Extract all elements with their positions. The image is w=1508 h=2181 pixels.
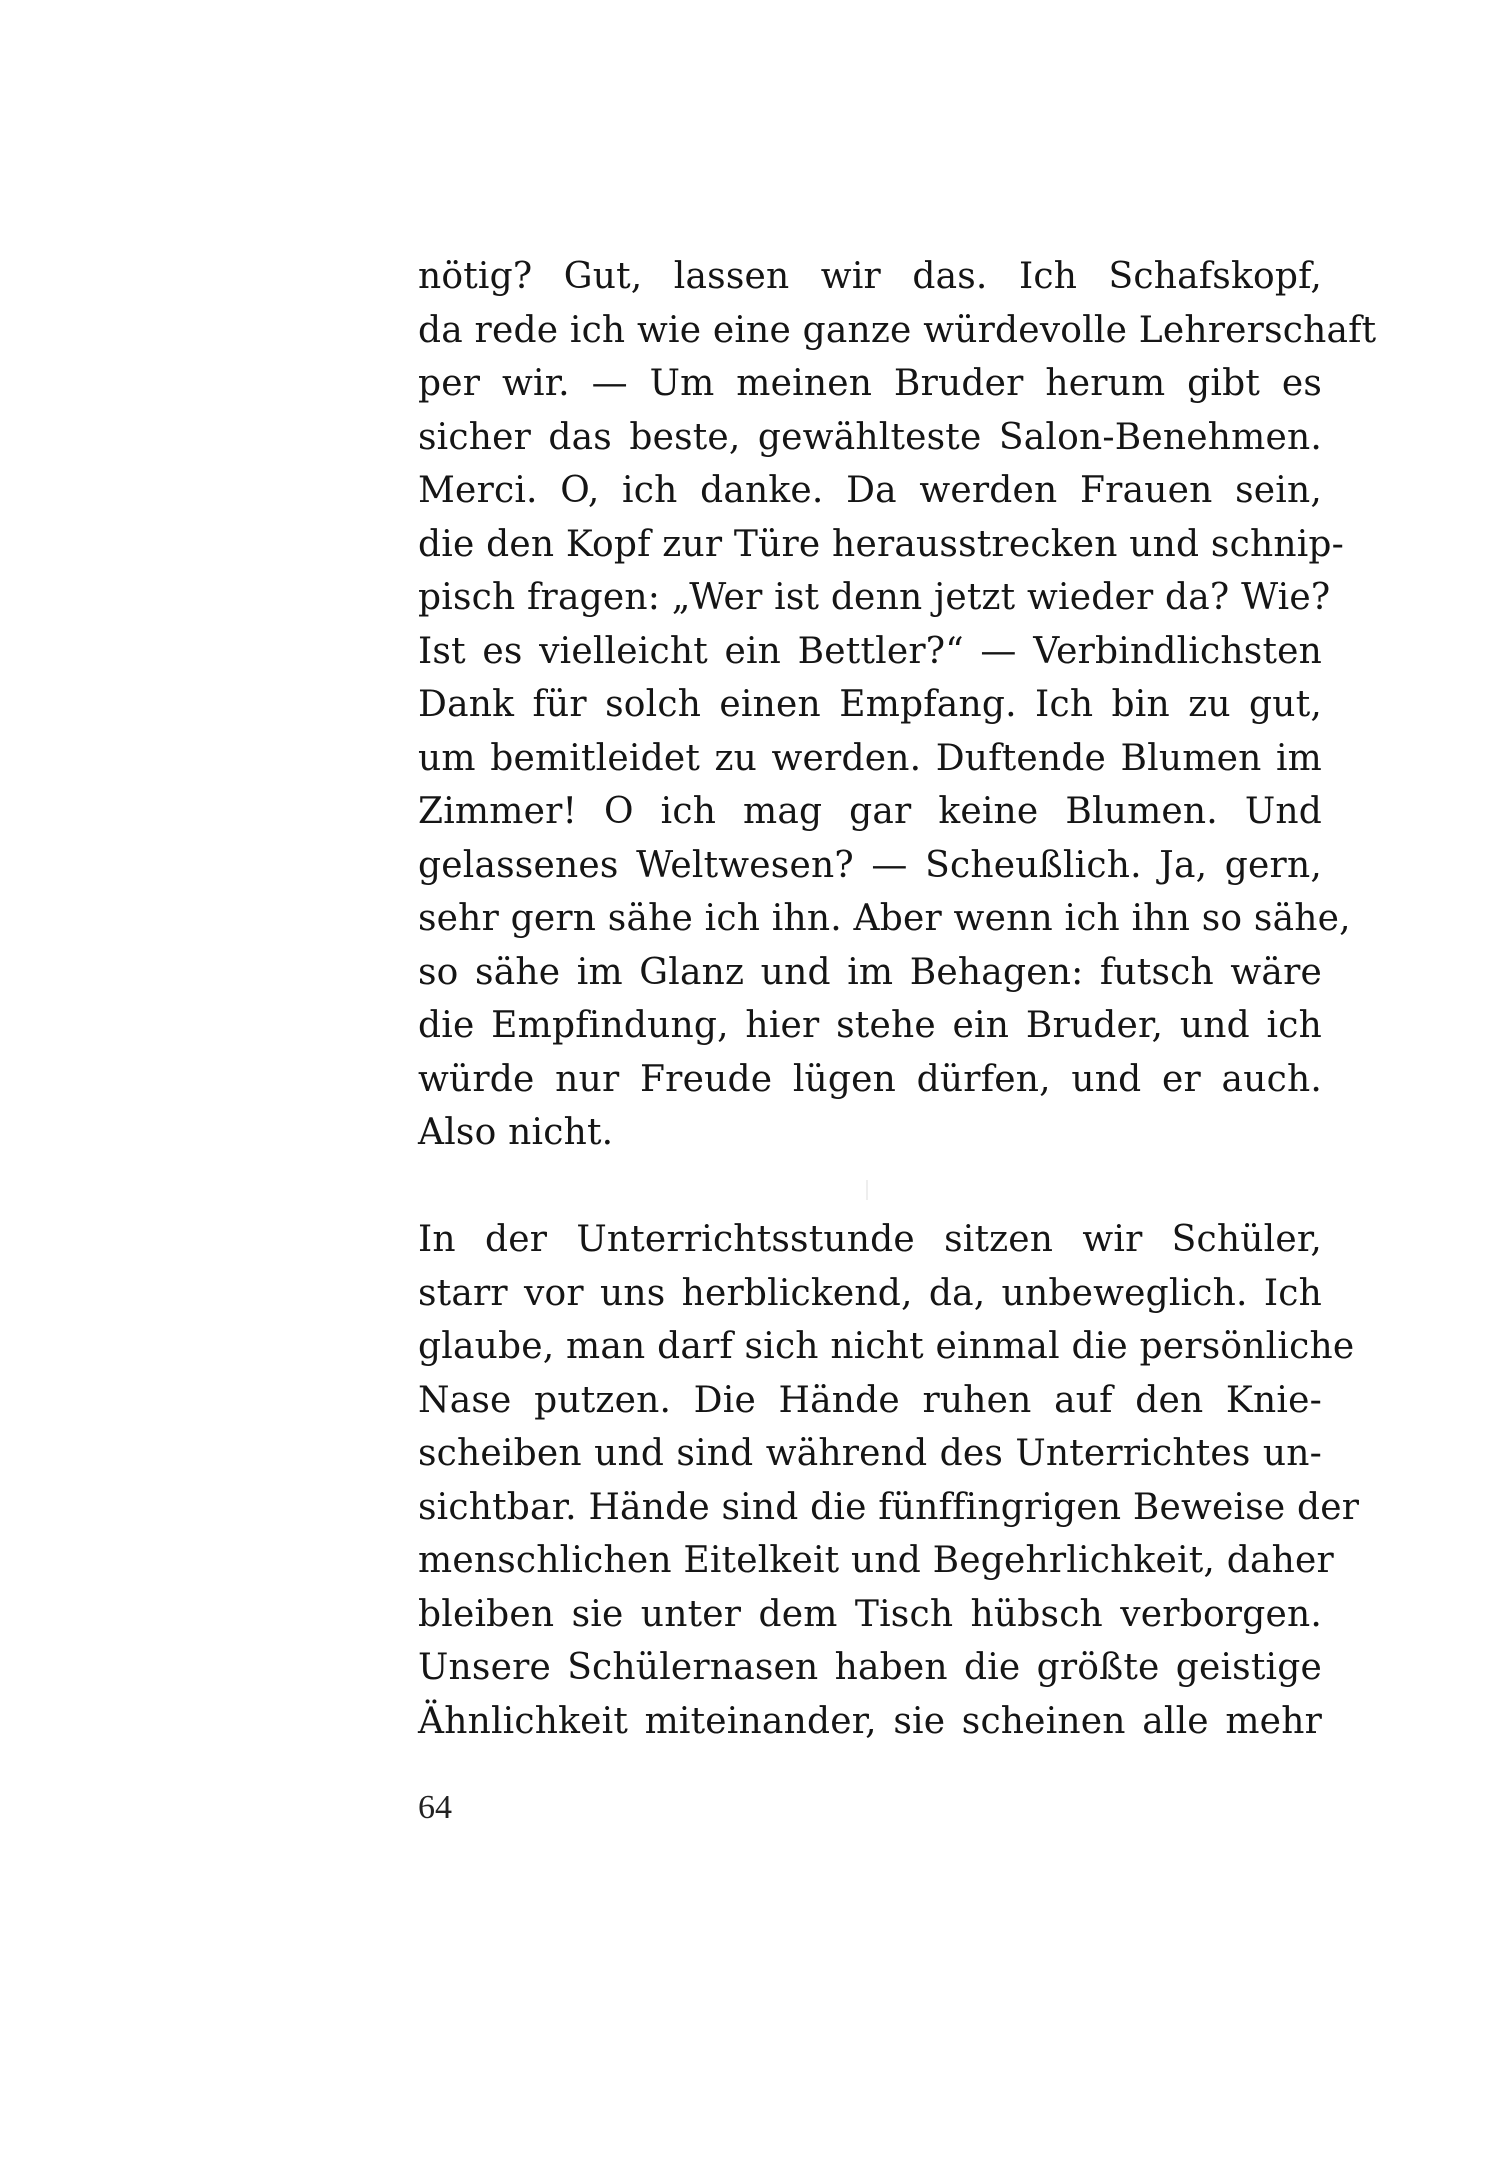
text-line: Dank für solch einen Empfang. Ich bin zu gut,	[418, 684, 1322, 725]
text-line: Also nicht.	[418, 1112, 614, 1153]
text-line: da rede ich wie eine ganze würdevolle Lehrerschaft	[418, 309, 1377, 351]
text-line: sichtbar. Hände sind die fünffingrigen Beweise der	[418, 1486, 1360, 1528]
text-line: Unsere Schülernasen haben die größte geistige	[418, 1647, 1322, 1688]
text-line: Ähnlichkeit miteinander, sie scheinen alle mehr	[418, 1700, 1322, 1742]
text-line: per wir. — Um meinen Bruder herum gibt es	[418, 363, 1322, 404]
text-line: Merci. O, ich danke. Da werden Frauen sein,	[418, 470, 1322, 511]
text-line: glaube, man darf sich nicht einmal die persönliche	[418, 1326, 1355, 1367]
text-line: so sähe im Glanz und im Behagen: futsch wäre	[418, 951, 1322, 993]
text-line: um bemitleidet zu werden. Duftende Blumen im	[418, 737, 1322, 779]
paragraph-2	[418, 1213, 1360, 1748]
page-number: 64	[418, 1789, 452, 1826]
text-line: menschlichen Eitelkeit und Begehrlichkeit, daher	[418, 1540, 1334, 1581]
text-line: pisch fragen: „Wer ist denn jetzt wieder da? Wie?	[418, 577, 1331, 618]
text-line: gelassenes Weltwesen? — Scheußlich. Ja, gern,	[418, 844, 1322, 886]
text-line: sicher das beste, gewählteste Salon-Benehmen.	[418, 416, 1322, 458]
text-line: Zimmer! O ich mag gar keine Blumen. Und	[418, 791, 1322, 832]
text-line: scheiben und sind während des Unterrichtes un-	[418, 1433, 1322, 1474]
paper-speck	[866, 1180, 868, 1200]
text-line: nötig? Gut, lassen wir das. Ich Schafskopf,	[418, 256, 1322, 297]
text-line: bleiben sie unter dem Tisch hübsch verborgen.	[418, 1593, 1322, 1635]
paragraph-1	[418, 250, 1377, 1160]
text-line: starr vor uns herblickend, da, unbeweglich. Ich	[418, 1272, 1322, 1314]
text-line: In der Unterrichtsstunde sitzen wir Schüler,	[418, 1219, 1322, 1260]
text-line: die den Kopf zur Türe herausstrecken und schnip-	[418, 523, 1345, 565]
text-line: Nase putzen. Die Hände ruhen auf den Knie-	[418, 1379, 1322, 1421]
text-line: die Empfindung, hier stehe ein Bruder, und ich	[418, 1005, 1322, 1046]
text-line: Ist es vielleicht ein Bettler?“ — Verbindlichsten	[418, 630, 1322, 672]
text-line: sehr gern sähe ich ihn. Aber wenn ich ihn so sähe,	[418, 898, 1351, 939]
text-line: würde nur Freude lügen dürfen, und er auch.	[418, 1058, 1322, 1100]
